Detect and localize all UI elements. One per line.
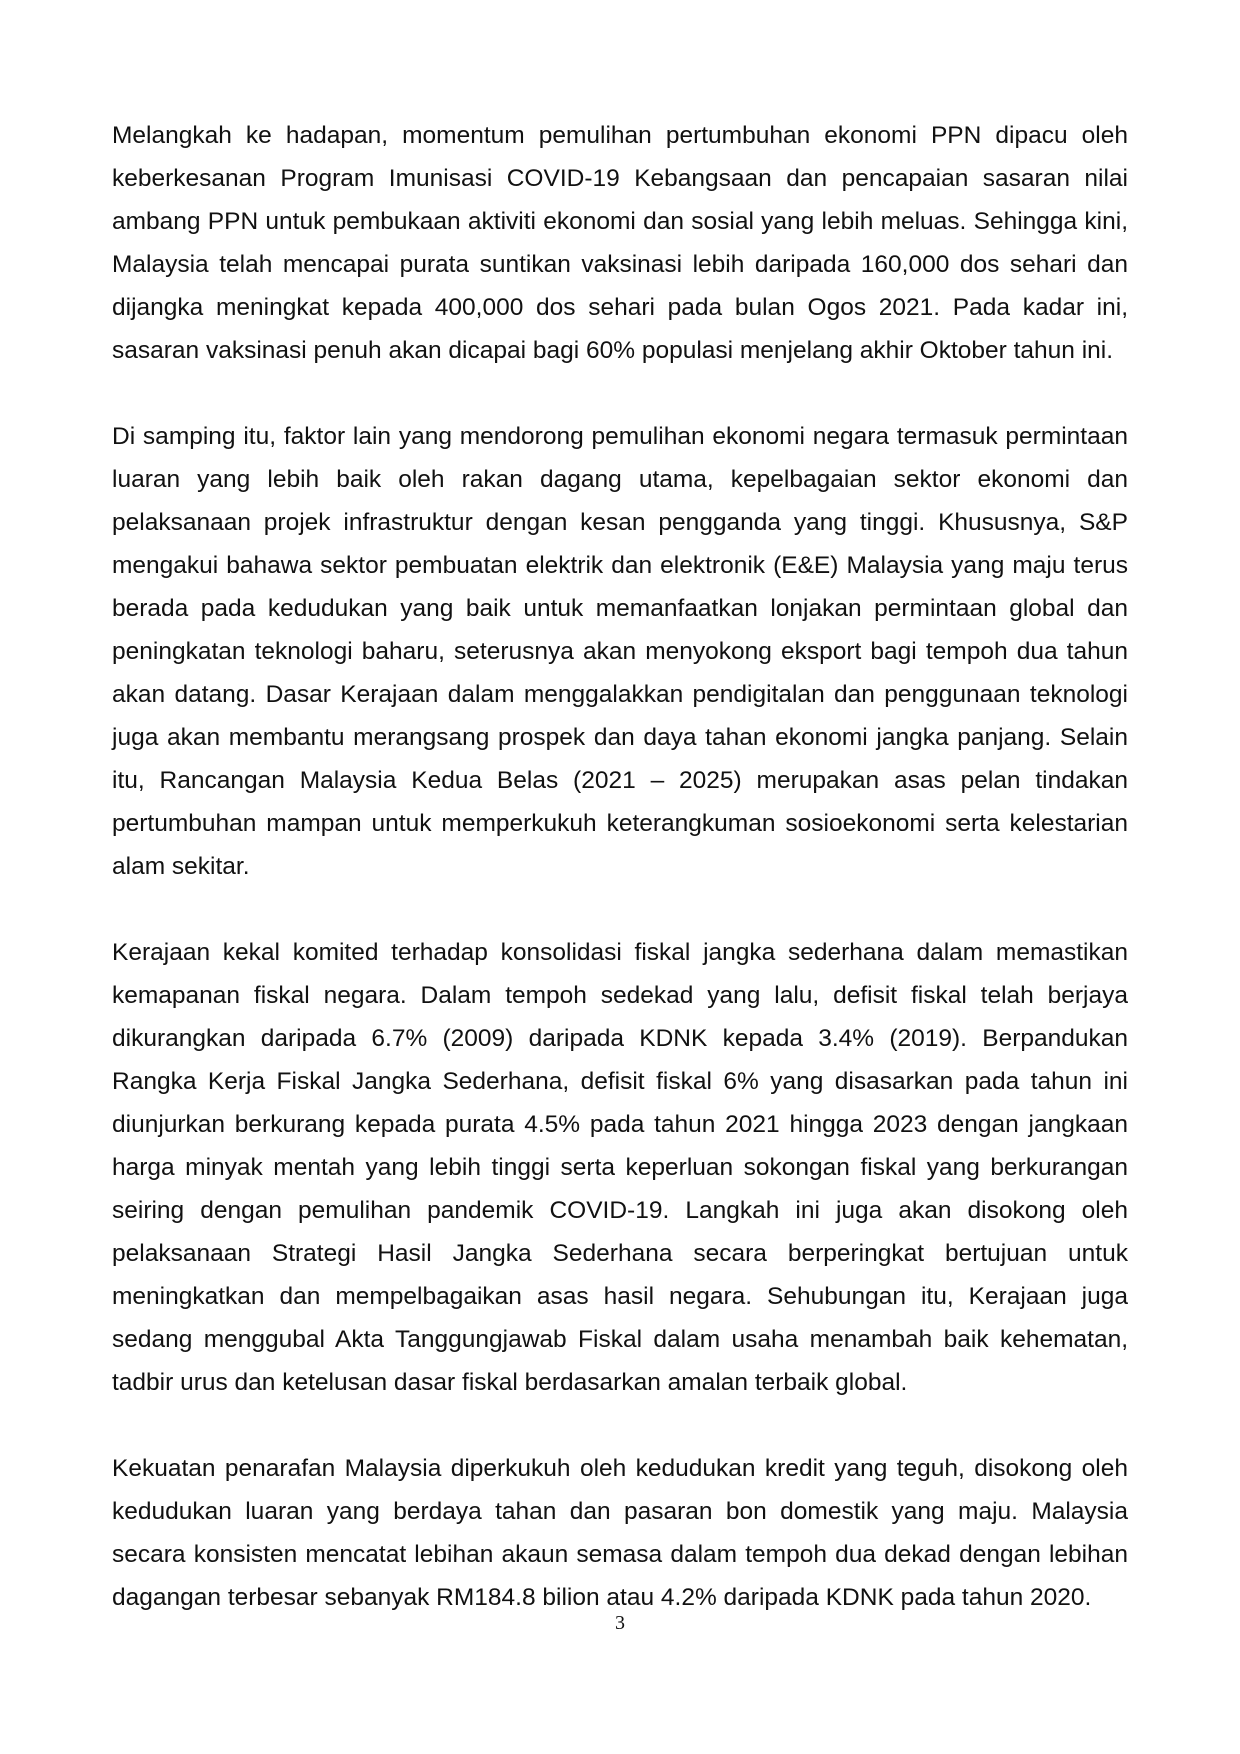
document-body [112, 114, 1128, 1619]
paragraph-fiscal-consolidation: Kerajaan kekal komited terhadap konsolidasi fiskal jangka sederhana dalam memastikan kemapanan fiskal negara. Dalam tempoh sedekad yang lalu, defisit fiskal telah berjaya dikurangkan daripada 6.7% (2009) daripada KDNK kepada 3.4% (2019). Berpandukan Rangka Kerja Fiskal Jangka Sederhana, defisit fiskal 6% yang disasarkan pada tahun ini diunjurkan berkurang kepada purata 4.5% pada tahun 2021 hingga 2023 dengan jangkaan harga minyak mentah yang lebih tinggi serta keperluan sokongan fiskal yang berkurangan seiring dengan pemulihan pandemik COVID-19. Langkah ini juga akan disokong oleh pelaksanaan Strategi Hasil Jangka Sederhana secara berperingkat bertujuan untuk meningkatkan dan mempelbagaikan asas hasil negara. Sehubungan itu, Kerajaan juga sedang menggubal Akta Tanggungjawab Fiskal dalam usaha menambah baik kehematan, tadbir urus dan ketelusan dasar fiskal berdasarkan amalan terbaik global. [112, 939, 1128, 1396]
paragraph-economic-drivers: Di samping itu, faktor lain yang mendorong pemulihan ekonomi negara termasuk permintaan luaran yang lebih baik oleh rakan dagang utama, kepelbagaian sektor ekonomi dan pelaksanaan projek infrastruktur dengan kesan pengganda yang tinggi. Khususnya, S&P mengakui bahawa sektor pembuatan elektrik dan elektronik (E&E) Malaysia yang maju terus berada pada kedudukan yang baik untuk memanfaatkan lonjakan permintaan global dan peningkatan teknologi baharu, seterusnya akan menyokong eksport bagi tempoh dua tahun akan datang. Dasar Kerajaan dalam menggalakkan pendigitalan dan penggunaan teknologi juga akan membantu merangsang prospek dan daya tahan ekonomi jangka panjang. Selain itu, Rancangan Malaysia Kedua Belas (2021 – 2025) merupakan asas pelan tindakan pertumbuhan mampan untuk memperkukuh keterangkuman sosioekonomi serta kelestarian alam sekitar. [112, 423, 1128, 880]
page-number: 3 [615, 1612, 625, 1634]
paragraph-vaccination-momentum: Melangkah ke hadapan, momentum pemulihan pertumbuhan ekonomi PPN dipacu oleh keberkesanan Program Imunisasi COVID-19 Kebangsaan dan pencapaian sasaran nilai ambang PPN untuk pembukaan aktiviti ekonomi dan sosial yang lebih meluas. Sehingga kini, Malaysia telah mencapai purata suntikan vaksinasi lebih daripada 160,000 dos sehari dan dijangka meningkat kepada 400,000 dos sehari pada bulan Ogos 2021. Pada kadar ini, sasaran vaksinasi penuh akan dicapai bagi 60% populasi menjelang akhir Oktober tahun ini. [112, 122, 1128, 364]
paragraph-rating-strength: Kekuatan penarafan Malaysia diperkukuh oleh kedudukan kredit yang teguh, disokong oleh kedudukan luaran yang berdaya tahan dan pasaran bon domestik yang maju. Malaysia secara konsisten mencatat lebihan akaun semasa dalam tempoh dua dekad dengan lebihan dagangan terbesar sebanyak RM184.8 bilion atau 4.2% daripada KDNK pada tahun 2020. [112, 1455, 1128, 1611]
